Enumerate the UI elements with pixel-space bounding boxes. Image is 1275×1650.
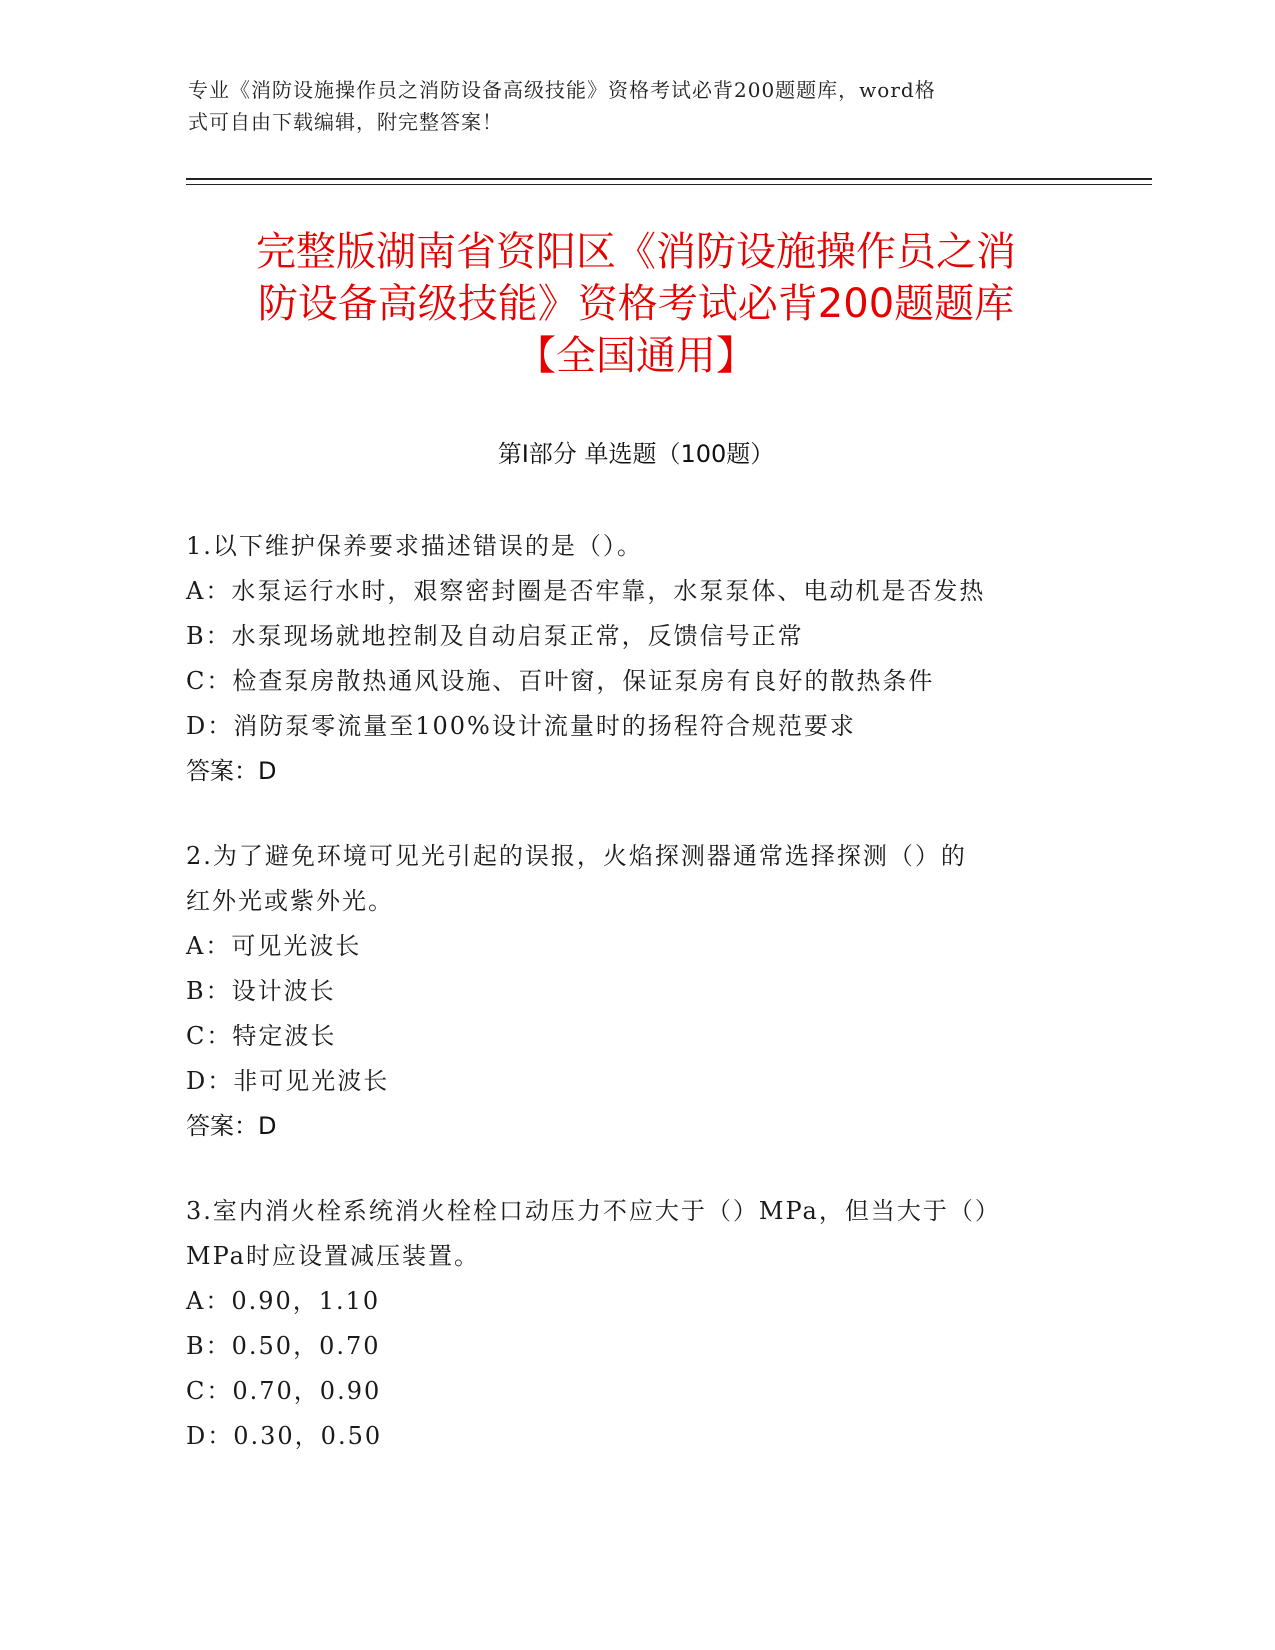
question-stem-line-1: 2.为了避免环境可见光引起的误报，火焰探测器通常选择探测（）的: [186, 842, 967, 870]
option-c: C：检查泵房散热通风设施、百叶窗，保证泵房有良好的散热条件: [186, 667, 935, 695]
header-note-line-2: 式可自由下载编辑，附完整答案！: [188, 110, 503, 134]
header-divider-thick: [186, 178, 1152, 180]
option-a: A：水泵运行水时，艰察密封圈是否牢靠，水泵泵体、电动机是否发热: [186, 577, 986, 605]
document-title-line-2: 防设备高级技能》资格考试必背200题题库: [257, 281, 1015, 327]
question-1: [186, 524, 1086, 794]
option-c: C：0.70，0.90: [186, 1377, 382, 1405]
question-2: [186, 834, 1086, 1149]
option-a: A：0.90，1.10: [186, 1287, 381, 1315]
option-c: C：特定波长: [186, 1022, 337, 1050]
question-3: [186, 1189, 1086, 1459]
option-d: D：消防泵零流量至100%设计流量时的扬程符合规范要求: [186, 712, 856, 740]
question-stem-line-2: 红外光或紫外光。: [186, 887, 394, 915]
option-d: D：非可见光波长: [186, 1067, 390, 1095]
option-b: B：水泵现场就地控制及自动启泵正常，反馈信号正常: [186, 622, 804, 650]
header-note: [188, 74, 1068, 138]
option-b: B：设计波长: [186, 977, 336, 1005]
answer: 答案：D: [186, 1112, 277, 1140]
document-title-line-3: 【全国通用】: [516, 333, 756, 379]
question-stem-line-1: 3.室内消火栓系统消火栓栓口动压力不应大于（）MPa，但当大于（）: [186, 1197, 1001, 1225]
question-stem: 1.以下维护保养要求描述错误的是（）。: [186, 532, 643, 560]
option-b: B：0.50，0.70: [186, 1332, 381, 1360]
header-note-line-1: 专业《消防设施操作员之消防设备高级技能》资格考试必背200题题库，word格: [188, 78, 936, 102]
option-a: A：可见光波长: [186, 932, 362, 960]
header-divider-thin: [186, 184, 1152, 185]
document-title: [186, 226, 1086, 382]
question-list: [186, 524, 1086, 1499]
answer: 答案：D: [186, 757, 277, 785]
section-title: 第I部分 单选题（100题）: [497, 440, 775, 468]
question-stem-line-2: MPa时应设置减压装置。: [186, 1242, 480, 1270]
document-title-line-1: 完整版湖南省资阳区《消防设施操作员之消: [256, 229, 1016, 275]
option-d: D：0.30，0.50: [186, 1422, 383, 1450]
